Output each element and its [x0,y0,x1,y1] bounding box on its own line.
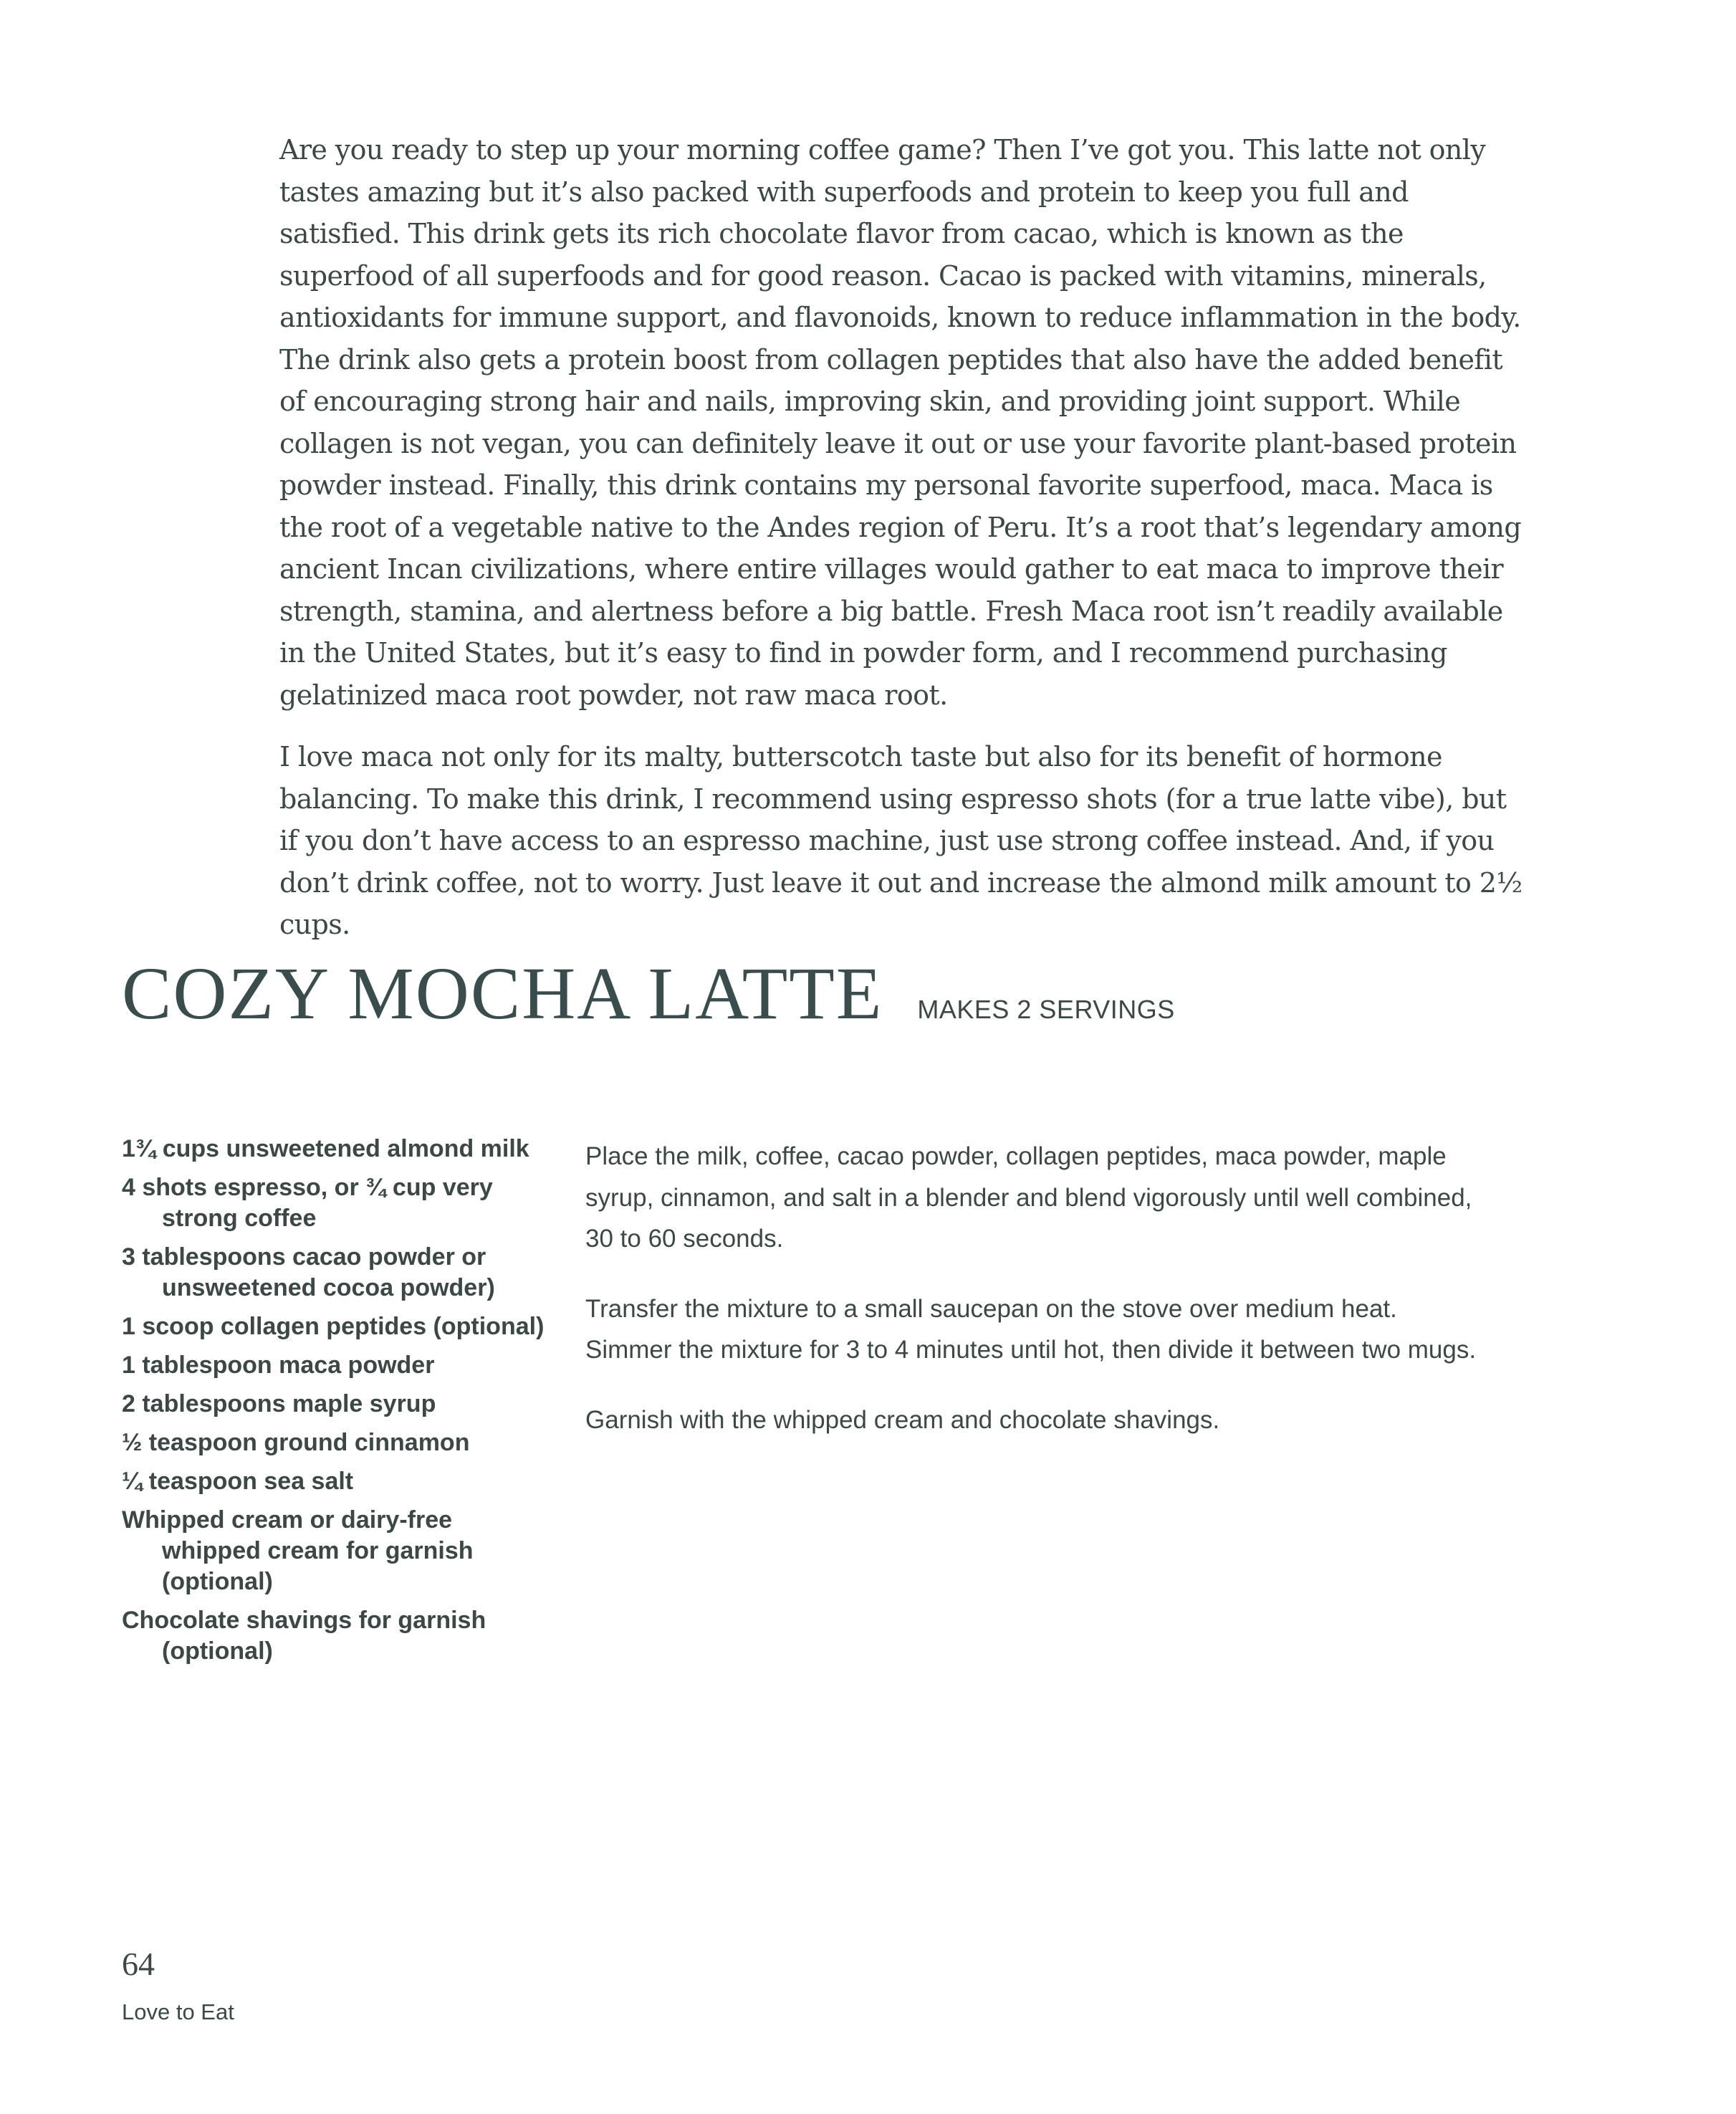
directions [585,1136,1481,1469]
ingredient-item: 1¾ cups unsweetened almond milk [122,1135,529,1162]
intro-paragraph: I love maca not only for its malty, butterscotch taste but also for its benefit of hormone balancing. To make this drink, I recommend using espresso shots (for a true latte vibe), but if you don’t have access to an espresso machine, just use strong coffee instead. And, if you don’t drink coffee, not to worry. Just leave it out and increase the almond milk amount to 2½ cups. [279,741,1522,940]
recipe-header [122,952,1626,1035]
ingredient-item: 4 shots espresso, or ¾ cup very strong coffee [122,1174,493,1232]
ingredient-item: 2 tablespoons maple syrup [122,1390,436,1417]
direction-step: Garnish with the whipped cream and chocolate shavings. [585,1405,1220,1434]
page-footer [122,1948,234,2025]
direction-step: Transfer the mixture to a small saucepan on the stove over medium heat. Simmer the mixture for 3 to 4 minutes until hot, then divide it between two mugs. [585,1294,1477,1364]
direction-step: Place the milk, coffee, cacao powder, collagen peptides, maca powder, maple syrup, cinnamon, and salt in a blender and blend vigorously until well combined, 30 to 60 seconds. [585,1142,1472,1253]
ingredient-item: 3 tablespoons cacao powder or unsweetened cocoa powder) [122,1243,495,1301]
ingredient-item: Chocolate shavings for garnish (optional) [122,1607,486,1665]
page-number: 64 [122,1946,155,1982]
ingredient-item: ½ teaspoon ground cinnamon [122,1429,470,1456]
ingredient-item: ¼ teaspoon sea salt [122,1468,354,1495]
recipe-title: COZY MOCHA LATTE [122,952,883,1035]
intro-text [279,129,1526,966]
intro-paragraph: Are you ready to step up your morning coffee game? Then I’ve got you. This latte not only tastes amazing but it’s also packed with superfoods and protein to keep you full and satisfied. This drink gets its rich chocolate flavor from cacao, which is known as the superfood of all superfoods and for good reason. Cacao is packed with vitamins, minerals, antioxidants for immune support, and flavonoids, known to reduce inflammation in the body. The drink also gets a protein boost from collagen peptides that also have the added benefit of encouraging strong hair and nails, improving skin, and providing joint support. While collagen is not vegan, you can definitely leave it out or use your favorite plant-based protein powder instead. Finally, this drink contains my personal favorite superfood, maca. Maca is the root of a vegetable native to the Andes region of Peru. It’s a root that’s legendary among ancient Incan civilizations, where entire villages would gather to eat maca to improve their strength, stamina, and alertness before a big battle. Fresh Maca root isn’t readily available in the United States, but it’s easy to find in powder form, and I recommend purchasing gelatinized maca root powder, not raw maca root. [279,134,1522,711]
ingredient-list [122,1134,552,1675]
recipe-yield: MAKES 2 SERVINGS [917,995,1175,1024]
ingredient-item: 1 tablespoon maca powder [122,1352,435,1379]
ingredient-item: 1 scoop collagen peptides (optional) [122,1313,545,1340]
ingredient-item: Whipped cream or dairy-free whipped cream for garnish (optional) [122,1506,474,1595]
book-title: Love to Eat [122,1999,234,2024]
